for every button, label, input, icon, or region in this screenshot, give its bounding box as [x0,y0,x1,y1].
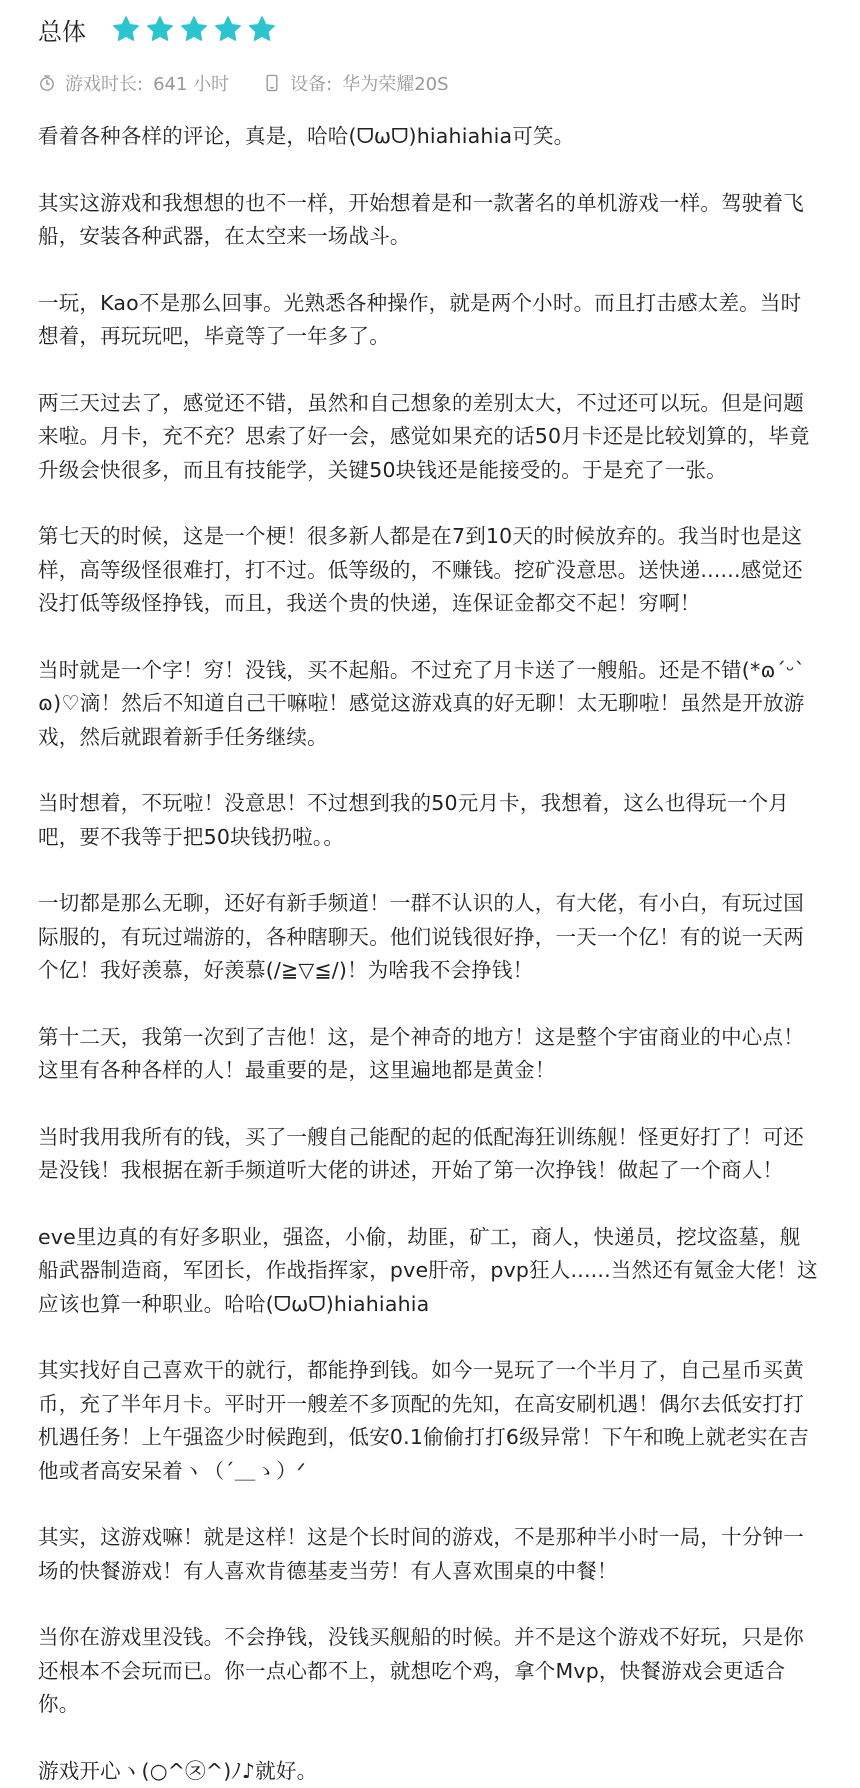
review-paragraph: 当时我用我所有的钱，买了一艘自己能配的起的低配海狂训练舰！怪更好打了！可还是没钱！我根据在新手频道听大佬的讲述，开始了第一次挣钱！做起了一个商人！ [38,1121,820,1188]
playtime-info [38,70,229,96]
review-body [38,120,820,1788]
playtime-value: 641 小时 [153,70,229,96]
playtime-label: 游戏时长: [65,70,143,96]
review-paragraph: 其实这游戏和我想想的也不一样，开始想着是和一款著名的单机游戏一样。驾驶着飞船，安装各种武器，在太空来一场战斗。 [38,187,820,254]
star-icon [146,15,174,43]
review-paragraph: 一玩，Kao不是那么回事。光熟悉各种操作，就是两个小时。而且打击感太差。当时想着，再玩玩吧，毕竟等了一年多了。 [38,287,820,354]
phone-icon [263,74,281,92]
review-paragraph: 游戏开心ヽ(○^㉨^)ﾉ♪就好。 [38,1755,820,1788]
review-paragraph: 其实找好自己喜欢干的就行，都能挣到钱。如今一晃玩了一个半月了，自己星币买黄币，充了半年月卡。平时开一艘差不多顶配的先知，在高安刷机遇！偶尔去低安打打机遇任务！上午强盗少时候跑到，低安0.1偷偷打打6级异常！下午和晚上就老实在吉他或者高安呆着ヽ（´＿ゝ）ᐟ [38,1354,820,1488]
review-paragraph: 当时就是一个字！穷！没钱，买不起船。不过充了月卡送了一艘船。还是不错(*ɷ´ᵕ`ɷ)♡滴！然后不知道自己干嘛啦！感觉这游戏真的好无聊！太无聊啦！虽然是开放游戏，然后就跟着新手任务继续。 [38,654,820,755]
device-label: 设备: [290,70,332,96]
review-paragraph: 其实，这游戏嘛！就是这样！这是个长时间的游戏，不是那种半小时一局，十分钟一场的快餐游戏！有人喜欢肯德基麦当劳！有人喜欢围桌的中餐！ [38,1521,820,1588]
review-paragraph: 第十二天，我第一次到了吉他！这，是个神奇的地方！这是整个宇宙商业的中心点！这里有各种各样的人！最重要的是，这里遍地都是黄金！ [38,1021,820,1088]
review-paragraph: 第七天的时候，这是一个梗！很多新人都是在7到10天的时候放弃的。我当时也是这样，高等级怪很难打，打不过。低等级的，不赚钱。挖矿没意思。送快递......感觉还没打低等级怪挣钱，而且，我送个贵的快递，连保证金都交不起！穷啊！ [38,520,820,621]
review-paragraph: 当时想着，不玩啦！没意思！不过想到我的50元月卡，我想着，这么也得玩一个月吧，要不我等于把50块钱扔啦。。 [38,787,820,854]
device-info [263,70,448,96]
star-rating [112,15,282,43]
star-icon [214,15,242,43]
review-paragraph: eve里边真的有好多职业，强盗，小偷，劫匪，矿工，商人，快递员，挖坟盗墓，舰船武器制造商，军团长，作战指挥家，pve肝帝，pvp狂人......当然还有氪金大佬！这应该也算一种职业。哈哈(ᗜωᗜ)hiahiahia [38,1221,820,1322]
star-icon [180,15,208,43]
review-paragraph: 看着各种各样的评论，真是，哈哈(ᗜωᗜ)hiahiahia可笑。 [38,120,820,154]
review-meta [38,58,820,108]
review-header [38,0,820,58]
overall-title: 总体 [38,12,86,47]
stopwatch-icon [38,74,56,92]
star-icon [248,15,276,43]
star-icon [112,15,140,43]
review-paragraph: 当你在游戏里没钱。不会挣钱，没钱买舰船的时候。并不是这个游戏不好玩，只是你还根本不会玩而已。你一点心都不上，就想吃个鸡，拿个Mvp，快餐游戏会更适合你。 [38,1621,820,1722]
review-paragraph: 两三天过去了，感觉还不错，虽然和自己想象的差别太大，不过还可以玩。但是问题来啦。月卡，充不充？思索了好一会，感觉如果充的话50月卡还是比较划算的，毕竟升级会快很多，而且有技能学，关键50块钱还是能接受的。于是充了一张。 [38,387,820,488]
device-value: 华为荣耀20S [342,70,448,96]
review-paragraph: 一切都是那么无聊，还好有新手频道！一群不认识的人，有大佬，有小白，有玩过国际服的，有玩过端游的，各种瞎聊天。他们说钱很好挣，一天一个亿！有的说一天两个亿！我好羡慕，好羡慕(/≧▽≦/)！为啥我不会挣钱！ [38,887,820,988]
